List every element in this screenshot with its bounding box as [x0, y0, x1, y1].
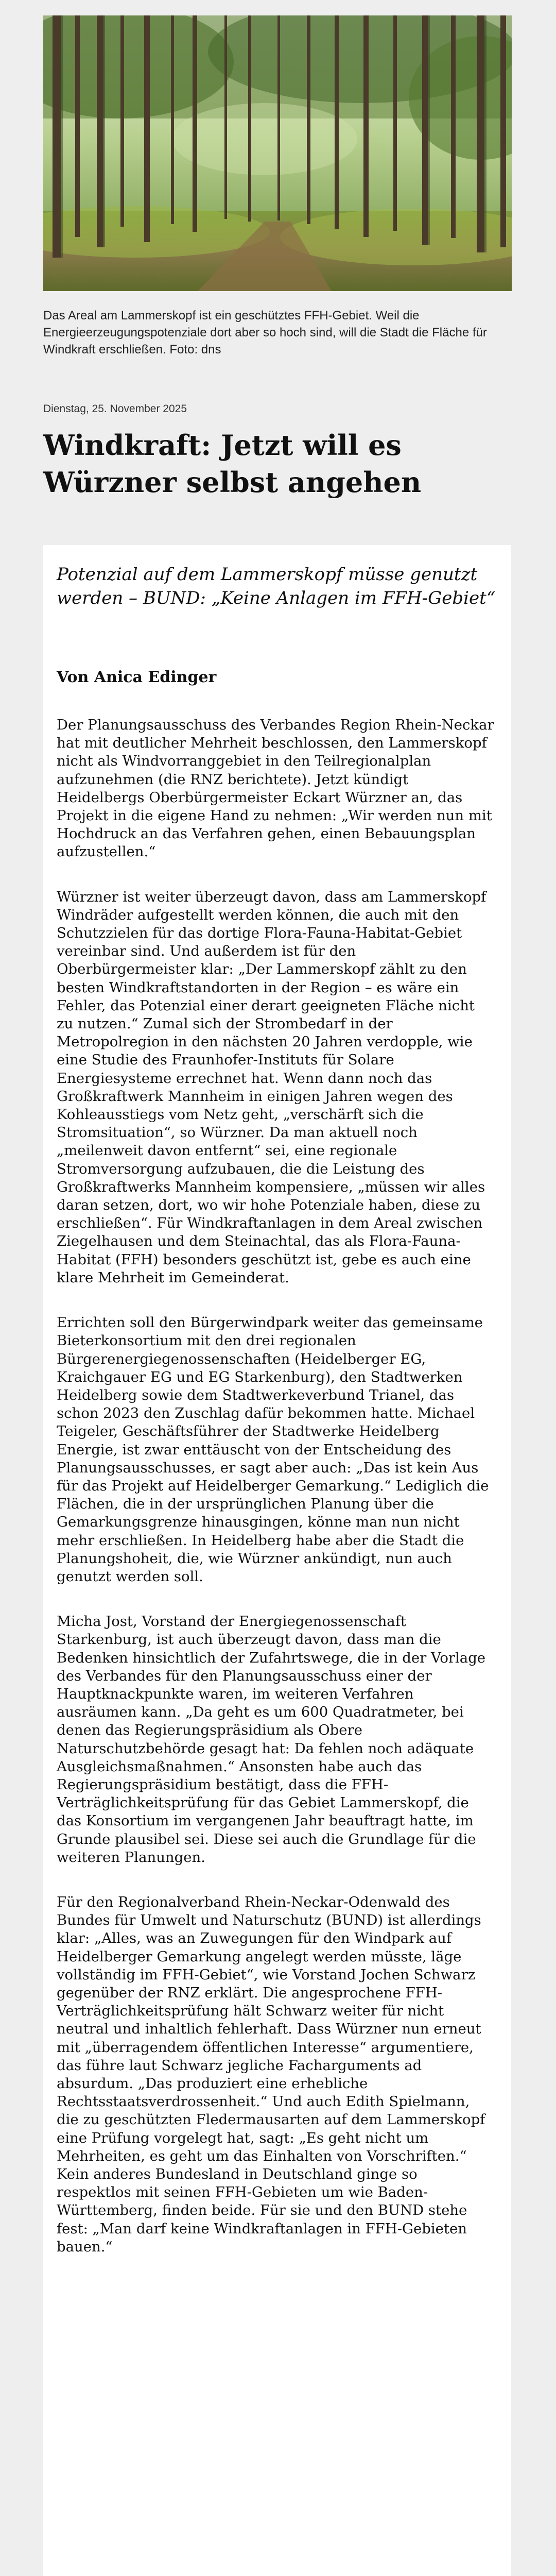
article-paragraph: Für den Regionalverband Rhein-Neckar-Odenwald des Bundes für Umwelt und Naturschutz (BUND) ist allerdings klar: „Alles, was an Zuwegungen für den Windpark auf Heidelberger Gemarkung angelegt werden müsste, läge vollständig im FFH-Gebiet“, wie Vorstand Jochen Schwarz gegenüber der RNZ erklärt. Die angesprochene FFH-Verträglichkeitsprüfung hält Schwarz weiter für nicht neutral und inhaltlich fehlerhaft. Dass Würzner nun erneut mit „überragendem öffentlichen Interesse“ argumentiere, das führe laut Schwarz jegliche Facharguments ad absurdum. „Das produziert eine erhebliche Rechtsstaatsverdrossenheit.“ Und auch Edith Spielmann, die zu geschützten Fledermausarten auf dem Lammerskopf eine Prüfung vorgelegt hat, sagt: „Es geht nicht um Mehrheiten, es geht um das Einhalten von Vorschriften.“ Kein anderes Bundesland in Deutschland ginge so respektlos mit seinen FFH-Gebieten um wie Baden-Württemberg, finden beide. Für sie und den BUND stehe fest: „Man darf keine Windkraftanlagen in FFH-Gebieten bauen.“: [57, 1893, 485, 2255]
article-paragraph: Der Planungsausschuss des Verbandes Region Rhein-Neckar hat mit deutlicher Mehrheit beschlossen, den Lammerskopf nicht als Windvorranggebiet in den Teilregionalplan aufzunehmen (die RNZ berichtete). Jetzt kündigt Heidelbergs Oberbürgermeister Eckart Würzner an, das Projekt in die eigene Hand zu nehmen: „Wir werden nun mit Hochdruck an das Verfahren gehen, einen Bebauungsplan aufzustellen.“: [57, 717, 494, 860]
article-card: [43, 545, 511, 2576]
article-body: [57, 716, 494, 2283]
forest-photo-icon: [43, 15, 512, 291]
article-paragraph: Würzner ist weiter überzeugt davon, dass am Lammerskopf Windräder aufgestellt werden können, die auch mit den Schutzzielen für das dortige Flora-Fauna-Habitat-Gebiet vereinbar sind. Und außerdem ist für den Oberbürgermeister klar: „Der Lammerskopf zählt zu den besten Windkraftstandorten in der Region – es wäre ein Fehler, das Potenzial einer derart geeigneten Fläche nicht zu nutzen.“ Zumal sich der Strombedarf in der Metropolregion in den nächsten 20 Jahren verdopple, wie eine Studie des Fraunhofer-Instituts für Solare Energiesysteme errechnet hat. Wenn dann noch das Großkraftwerk Mannheim in einigen Jahren wegen des Kohleausstiegs vom Netz geht, „verschärft sich die Stromsituation“, so Würzner. Da man aktuell noch „meilenweit davon entfernt“ sei, eine regionale Stromversorgung aufzubauen, die die Leistung des Großkraftwerks Mannheim kompensiere, „müssen wir alles daran setzen, dort, wo wir hohe Potenziale haben, diese zu erschließen“. Für Windkraftanlagen in dem Areal zwischen Ziegelhausen und dem Steinachtal, das als Flora-Fauna-Habitat (FFH) besonders geschützt ist, gebe es auch eine klare Mehrheit im Gemeinderat.: [57, 888, 486, 1286]
forest-photo: [43, 15, 512, 291]
image-caption: Das Areal am Lammerskopf ist ein geschütztes FFH-Gebiet. Weil die Energieerzeugungspotenziale dort aber so hoch sind, will die Stadt die Fläche für Windkraft erschließen. Foto: dns: [43, 309, 487, 357]
article-date: Dienstag, 25. November 2025: [43, 403, 187, 415]
article-author: Von Anica Edinger: [57, 668, 217, 686]
article-paragraph: Errichten soll den Bürgerwindpark weiter das gemeinsame Bieterkonsortium mit den drei regionalen Bürgerenergiegenossenschaften (Heidelberger EG, Kraichgauer EG und EG Starkenburg), den Stadtwerken Heidelberg sowie dem Stadtwerkeverbund Trianel, das schon 2023 den Zuschlag dafür bekommen hatte. Michael Teigeler, Geschäftsführer der Stadtwerke Heidelberg Energie, ist zwar enttäuscht von der Entscheidung des Planungsausschusses, er sagt aber auch: „Das ist kein Aus für das Projekt auf Heidelberger Gemarkung.“ Lediglich die Flächen, die in der ursprünglichen Planung über die Gemarkungsgrenze hinausgingen, könne man nun nicht mehr erschließen. In Heidelberg habe aber die Stadt die Planungshoheit, die, wie Würzner ankündigt, nun auch genutzt werden soll.: [57, 1314, 489, 1585]
article-teaser: Potenzial auf dem Lammerskopf müsse genutzt werden – BUND: „Keine Anlagen im FFH-Gebiet“: [57, 564, 496, 608]
article-headline: Windkraft: Jetzt will es Würzner selbst angehen: [43, 429, 422, 499]
article-paragraph: Micha Jost, Vorstand der Energiegenossenschaft Starkenburg, ist auch überzeugt davon, dass man die Bedenken hinsichtlich der Zufahrtswege, die in der Vorlage des Verbandes für den Planungsausschuss einer der Hauptknackpunkte waren, im weiteren Verfahren ausräumen kann. „Da geht es um 600 Quadratmeter, bei denen das Regierungspräsidium als Obere Naturschutzbehörde gesagt hat: Da fehlen noch adäquate Ausgleichsmaßnahmen.“ Ansonsten habe auch das Regierungspräsidium bestätigt, dass die FFH-Verträglichkeitsprüfung für das Gebiet Lammerskopf, die das Konsortium im vergangenen Jahr beauftragt hatte, im Grunde plausibel sei. Diese sei auch die Grundlage für die weiteren Planungen.: [57, 1613, 486, 1866]
